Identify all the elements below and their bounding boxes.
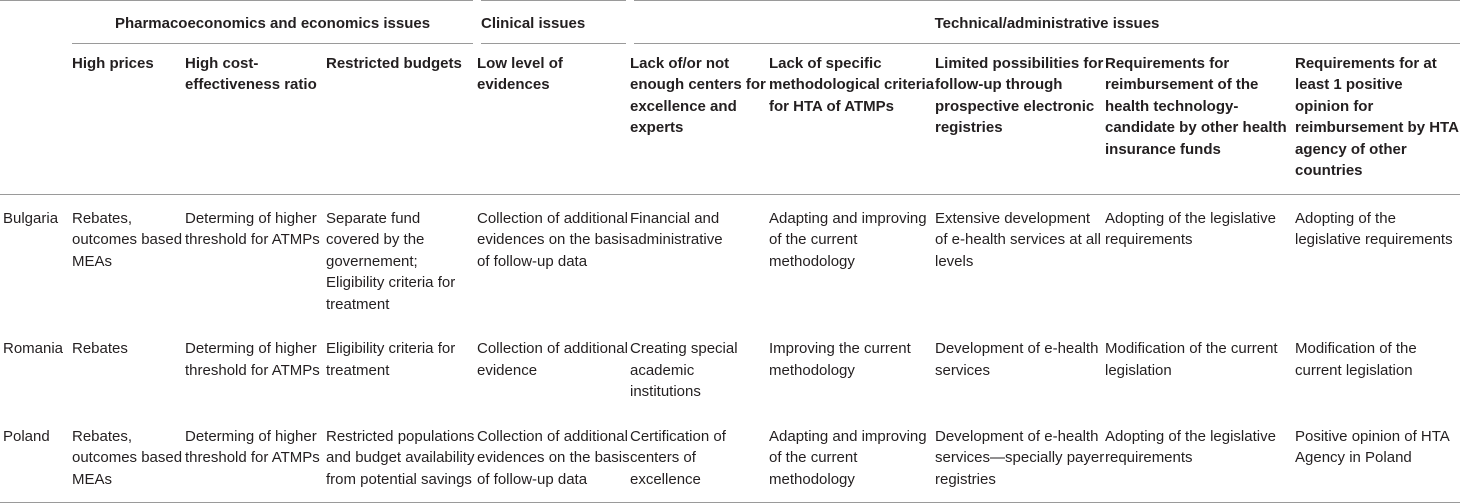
table-cell: Development of e-health services—specially payer registries [935, 427, 1105, 488]
column-header: Requirements for reimbursement of the health technology-candidate by other health insurance funds [1105, 54, 1287, 158]
column-header: Lack of/or not enough centers for excellence and experts [630, 54, 766, 136]
table-cell: Extensive development of e-health services at all levels [935, 209, 1101, 270]
column-header: Lack of specific methodological criteria for HTA of ATMPs [769, 54, 935, 115]
table-cell: Collection of additional evidences on the basis of follow-up data [477, 427, 630, 488]
table-row-romania [0, 325, 1460, 413]
table-cell: Adopting of the legislative requirements [1105, 209, 1276, 248]
table-cell: Collection of additional evidences on the basis of follow-up data [477, 209, 630, 270]
table-cell: Adopting of the legislative requirements [1295, 209, 1453, 248]
column-header: High prices [72, 54, 154, 72]
column-header: High cost-effectiveness ratio [185, 54, 317, 93]
table-cell: Restricted populations and budget availability from potential savings [326, 427, 475, 488]
column-header: Requirements for at least 1 positive opinion for reimbursement by HTA agency of other countries [1295, 54, 1459, 179]
table-cell: Adapting and improving of the current methodology [769, 427, 927, 488]
table-cell: Positive opinion of HTA Agency in Poland [1295, 427, 1449, 466]
table-cell: Creating special academic institutions [630, 340, 738, 400]
column-header-row [0, 43, 1460, 194]
column-header: Restricted budgets [326, 54, 462, 72]
group-header-pharmacoeconomics: Pharmacoeconomics and economics issues [72, 1, 477, 44]
group-header-technical: Technical/administrative issues [630, 1, 1460, 44]
table-cell: Determing of higher threshold for ATMPs [185, 427, 320, 466]
table-cell: Determing of higher threshold for ATMPs [185, 340, 320, 379]
table-cell: Adopting of the legislative requirements [1105, 427, 1276, 466]
group-header-row [0, 1, 1460, 44]
group-header-clinical: Clinical issues [477, 1, 630, 44]
table-cell: Rebates, outcomes based MEAs [72, 209, 183, 270]
table-cell: Certification of centers of excellence [630, 427, 726, 488]
table-cell: Separate fund covered by the governement; Eligibility criteria for treatment [326, 209, 456, 313]
table-cell: Collection of additional evidence [477, 340, 628, 379]
country-label: Poland [3, 427, 50, 445]
table-cell: Eligibility criteria for treatment [326, 340, 456, 379]
country-label: Romania [3, 340, 64, 357]
table-cell: Modification of the current legislation [1105, 340, 1278, 379]
table-cell: Determing of higher threshold for ATMPs [185, 209, 320, 248]
country-label: Bulgaria [3, 209, 59, 227]
column-header: Low level of evidences [477, 54, 563, 93]
table-cell: Development of e-health services [935, 340, 1099, 379]
table-cell: Adapting and improving of the current methodology [769, 209, 927, 270]
column-header: Limited possibilities for follow-up through prospective electronic registries [935, 54, 1104, 136]
table-row-bulgaria [0, 194, 1460, 325]
table-cell: Modification of the current legislation [1295, 340, 1417, 379]
table-row-poland [0, 413, 1460, 503]
table-cell: Financial and administrative [630, 209, 723, 248]
table-cell: Rebates [72, 340, 128, 357]
table-cell: Rebates, outcomes based MEAs [72, 427, 183, 488]
table-cell: Improving the current methodology [769, 340, 911, 379]
